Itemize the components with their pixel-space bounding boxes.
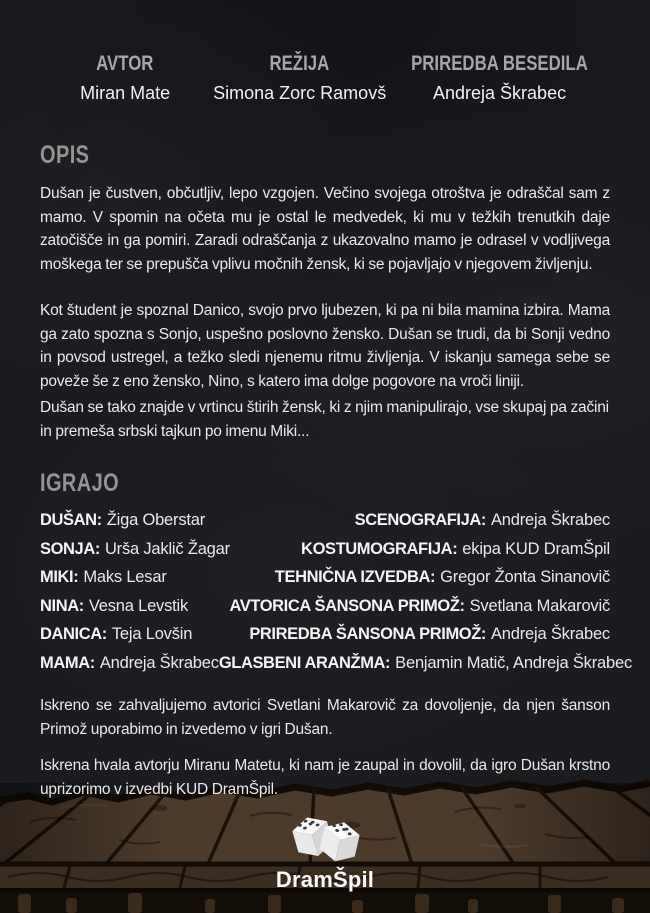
credit-column-rezija (210, 52, 389, 104)
crew-role-label: KOSTUMOGRAFIJA: (301, 539, 458, 558)
cast-row (40, 568, 610, 597)
cast-role-label: DUŠAN: (40, 511, 102, 529)
crew-person: Benjamin Matič, Andreja Škrabec (395, 653, 632, 672)
crew-person: Andreja Škrabec (491, 511, 610, 529)
acknowledgement-paragraph: Iskreno se zahvaljujemo avtorici Svetlani Makarovič za dovoljenje, da njen šanson Primož uporabimo in izvedemo v igri Dušan. (40, 697, 610, 738)
logo-wordmark: DramŠpil (275, 867, 375, 892)
credit-name: Andreja Škrabec (433, 83, 567, 103)
crew-entry (219, 654, 632, 673)
cast-role-label: MAMA: (40, 653, 95, 672)
cast-row (40, 625, 610, 654)
cast-entry (40, 568, 167, 587)
credit-role-label: AVTOR (96, 52, 154, 75)
dramspil-logo (0, 804, 650, 893)
credit-role-label: PRIREDBA BESEDILA (411, 52, 588, 75)
cast-row (40, 511, 610, 540)
two-dice-icon (275, 804, 375, 866)
cast-person: Urša Jaklič Žagar (104, 539, 230, 558)
section-heading-opis: OPIS (40, 141, 90, 169)
cast-person: Žiga Oberstar (106, 511, 206, 529)
crew-entry (275, 568, 610, 587)
credit-name: Miran Mate (80, 83, 171, 103)
crew-person: Andreja Škrabec (491, 625, 610, 643)
cast-entry (40, 511, 205, 530)
cast-entry (40, 654, 219, 673)
cast-entry (40, 625, 192, 644)
crew-role-label: GLASBENI ARANŽMA: (218, 653, 391, 672)
acknowledgement-paragraph: Iskrena hvala avtorju Miranu Matetu, ki nam je zaupal in dovolil, da igro Dušan krstno uprizorimo v izvedbi KUD DramŠpil. (40, 757, 610, 798)
crew-entry (249, 625, 610, 644)
crew-person: Gregor Žonta Sinanovič (440, 568, 610, 586)
credit-name: Simona Zorc Ramovš (213, 83, 387, 103)
cast-crew-list (40, 511, 632, 682)
cast-person: Maks Lesar (83, 568, 167, 586)
opis-paragraph: Kot študent je spoznal Danico, svojo prvo ljubezen, ki pa ni bila mamina izbira. Mama ga zato spozna s Sonjo, uspešno poslovno žensko. Dušan se trudi, da bi Sonji vedno in povsod ustregel, a težko sledi njenemu ritmu življenja. V iskanju samega sebe se poveže še z eno žensko, Nino, s katero ima dolge pogovore na vroči liniji. (40, 302, 610, 390)
crew-entry (355, 511, 610, 530)
crew-entry (301, 540, 610, 559)
cast-entry (40, 540, 230, 559)
cast-role-label: MIKI: (40, 568, 79, 586)
section-heading-igrajo: IGRAJO (40, 469, 120, 497)
cast-person: Teja Lovšin (111, 625, 193, 643)
crew-role-label: TEHNIČNA IZVEDBA: (274, 568, 436, 586)
cast-role-label: SONJA: (40, 539, 100, 558)
cast-row (40, 597, 610, 626)
cast-person: Vesna Levstik (88, 596, 189, 615)
cast-row (40, 540, 610, 569)
cast-person: Andreja Škrabec (99, 653, 219, 672)
opis-paragraph: Dušan je čustven, občutljiv, lepo vzgojen. Večino svojega otroštva je odraščal sam z mamo. V spomin na očeta mu je ostal le medvedek, ki mu v težkih trenutkih daje zatočišče in ga pomiri. Zaradi odraščanja z ukazovalno mamo je odrasel v vodljivega moškega ter se prepušča vplivu močnih žensk, ki se pojavljajo v njegovem življenju. (40, 185, 610, 273)
crew-role-label: SCENOGRAFIJA: (354, 511, 486, 529)
credit-column-priredba (389, 52, 610, 104)
credit-column-avtor (40, 52, 210, 104)
cast-entry (40, 597, 188, 616)
cast-role-label: DANICA: (40, 625, 107, 643)
crew-role-label: PRIREDBA ŠANSONA PRIMOŽ: (249, 625, 486, 643)
crew-person: Svetlana Makarovič (469, 596, 610, 615)
opis-paragraph: Dušan se tako znajde v vrtincu štirih žensk, ki z njim manipulirajo, vse skupaj pa začini in premeša srbski tajkun po imenu Miki... (40, 399, 609, 440)
crew-person: ekipa KUD DramŠpil (462, 539, 610, 558)
cast-role-label: NINA: (40, 596, 84, 615)
cast-row (40, 653, 632, 683)
crew-role-label: AVTORICA ŠANSONA PRIMOŽ: (229, 596, 465, 615)
credits-header (40, 52, 610, 104)
credit-role-label: REŽIJA (269, 52, 330, 75)
crew-entry (229, 597, 610, 616)
